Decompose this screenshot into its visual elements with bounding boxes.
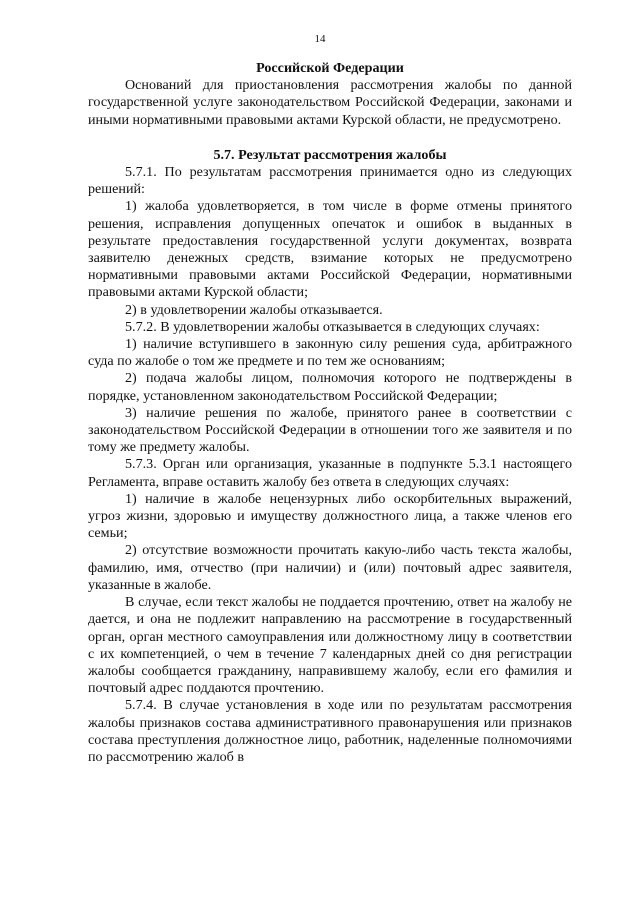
paragraph-5-7-3: 5.7.3. Орган или организация, указанные в подпункте 5.3.1 настоящего Регламента, вправе оставить жалобу без ответа в следующих случаях: — [88, 456, 572, 490]
document-body — [88, 60, 572, 766]
list-item-5-7-3-2: 2) отсутствие возможности прочитать какую-либо часть текста жалобы, фамилию, имя, отчество (при наличии) и (или) почтовый адрес заявителя, указанные в жалобе. — [88, 542, 572, 593]
list-item-5-7-1-2: 2) в удовлетворении жалобы отказывается. — [125, 301, 383, 318]
section-heading-continuation: Российской Федерации — [256, 60, 404, 76]
paragraph-5-7-4: 5.7.4. В случае установления в ходе или по результатам рассмотрения жалобы признаков состава административного правонарушения или признаков состава преступления должностное лицо, работник, наделенные полномочиями по рассмотрению жалоб в — [88, 697, 572, 765]
section-heading-5-7: 5.7. Результат рассмотрения жалобы — [213, 146, 447, 163]
paragraph-5-7-1: 5.7.1. По результатам рассмотрения принимается одно из следующих решений: — [88, 164, 572, 198]
list-item-5-7-3-1: 1) наличие в жалобе нецензурных либо оскорбительных выражений, угроз жизни, здоровью и имуществу должностного лица, а также членов его семьи; — [88, 490, 572, 542]
list-item-5-7-2-2: 2) подача жалобы лицом, полномочия которого не подтверждены в порядке, установленном законодательством Российской Федерации; — [88, 370, 572, 404]
list-item-5-7-2-1: 1) наличие вступившего в законную силу решения суда, арбитражного суда по жалобе о том же предмете и по тем же основаниям; — [88, 336, 572, 370]
paragraph-no-suspension-grounds: Оснований для приостановления рассмотрения жалобы по данной государственной услуге законодательством Российской Федерации, законами и иными нормативными правовыми актами Курской области, не предусмотрено. — [88, 77, 572, 128]
spacer — [88, 129, 572, 147]
paragraph-unreadable-complaint: В случае, если текст жалобы не поддается прочтению, ответ на жалобу не дается, и она не подлежит направлению на рассмотрение в государственный орган, орган местного самоуправления или должностному лицу в соответствии с их компетенцией, о чем в течение 7 календарных дней со дня регистрации жалобы сообщается гражданину, направившему жалобу, если его фамилия и почтовый адрес поддаются прочтению. — [88, 594, 572, 697]
page-number: 14 — [314, 33, 326, 45]
paragraph-5-7-2: 5.7.2. В удовлетворении жалобы отказывается в следующих случаях: — [125, 318, 540, 335]
list-item-5-7-1-1: 1) жалоба удовлетворяется, в том числе в форме отмены принятого решения, исправления допущенных опечаток и ошибок в выданных в результате предоставления государственной услуги документах, возврата заявителю денежных средств, взимание которых не предусмотрено нормативными правовыми актами Российской Федерации, нормативными правовыми актами Курской области; — [88, 198, 572, 301]
list-item-5-7-2-3: 3) наличие решения по жалобе, принятого ранее в соответствии с законодательством Российской Федерации в отношении того же заявителя и по тому же предмету жалобы. — [88, 404, 572, 456]
